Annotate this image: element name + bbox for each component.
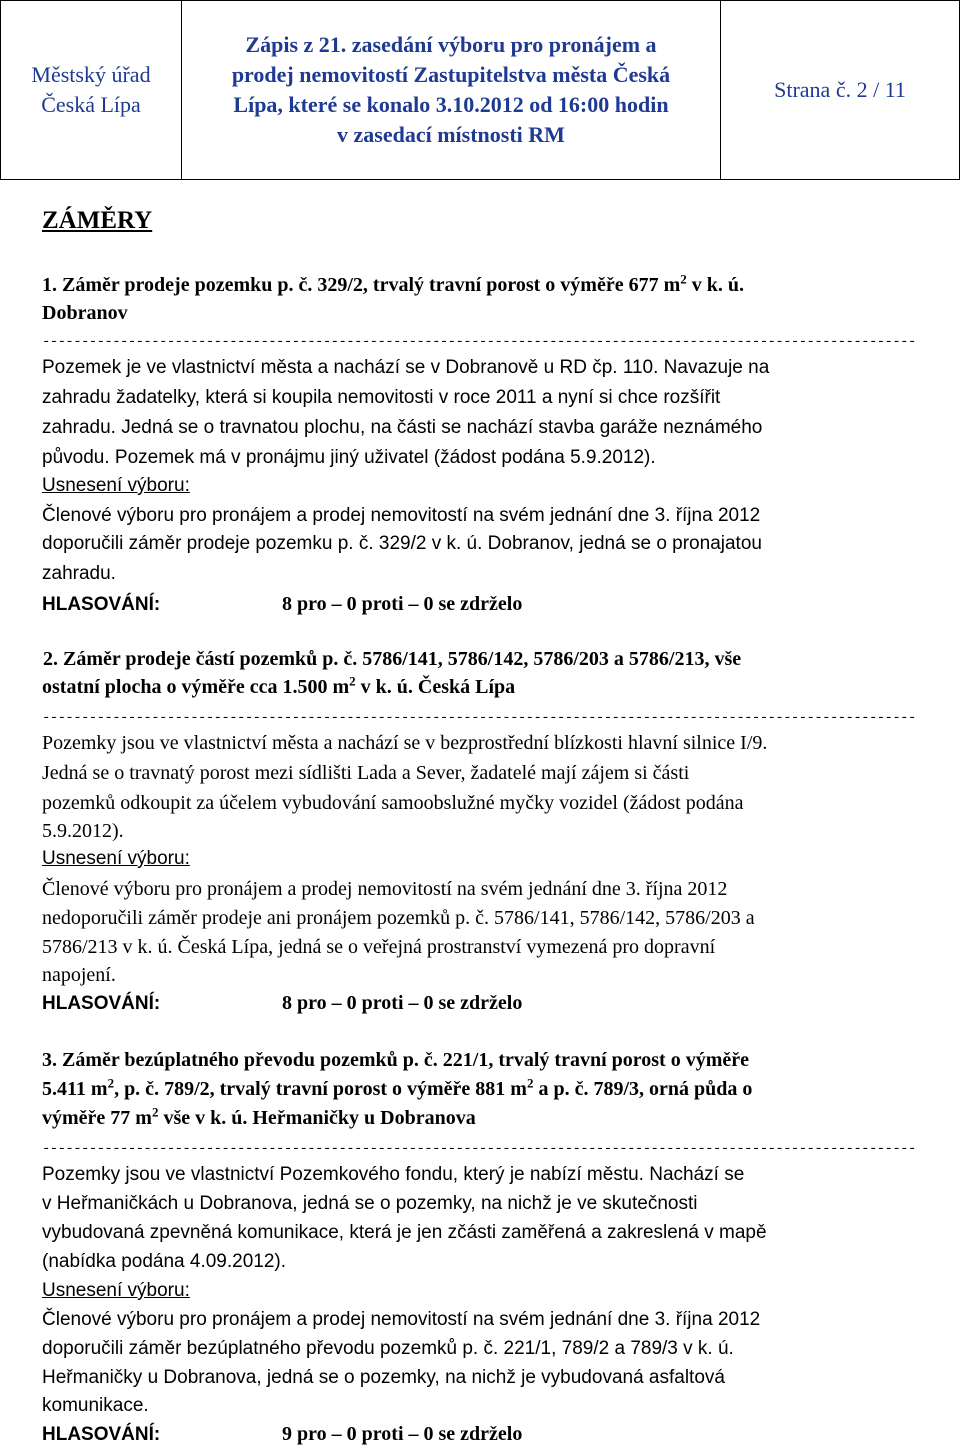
header-office xyxy=(1,1,182,179)
title-line: Lípa, které se konalo 3.10.2012 od 16:00 hodin xyxy=(233,92,669,117)
vote-label: HLASOVÁNÍ: xyxy=(42,993,161,1014)
vote-label: HLASOVÁNÍ: xyxy=(42,1424,161,1445)
text-line: pozemků odkoupit za účelem vybudování samoobslužné myčky vozidel (žádost podána xyxy=(42,792,744,814)
superscript: 2 xyxy=(151,1104,159,1120)
superscript: 2 xyxy=(349,673,356,689)
text-line: nedoporučili záměr prodeje ani pronájem pozemků p. č. 5786/141, 5786/142, 5786/203 a xyxy=(42,907,755,929)
resolution-label: Usnesení výboru: xyxy=(42,848,190,869)
heading-text: 1. Záměr prodeje pozemku p. č. 329/2, trvalý travní porost o výměře 677 m xyxy=(42,274,681,296)
text-line: zahradu. Jedná se o travnatou plochu, na části se nachází stavba garáže neznámého xyxy=(42,417,763,438)
superscript: 2 xyxy=(526,1075,534,1091)
item-heading xyxy=(42,1076,752,1102)
section-title: ZÁMĚRY xyxy=(42,207,153,234)
header-title xyxy=(182,1,721,179)
separator: ---------------------------------------------------------------------------------------------------------------- xyxy=(42,334,916,350)
office-line: Česká Lípa xyxy=(41,92,141,117)
office-line: Městský úřad xyxy=(31,62,151,87)
vote-result: 8 pro – 0 proti – 0 se zdrželo xyxy=(282,593,523,615)
separator: ---------------------------------------------------------------------------------------------------------------- xyxy=(42,1141,916,1157)
item-heading xyxy=(42,674,515,700)
text-line: doporučili záměr bezúplatného převodu pozemků p. č. 221/1, 789/2 a 789/3 v k. ú. xyxy=(42,1338,734,1359)
resolution-label: Usnesení výboru: xyxy=(42,1280,190,1301)
text-line: Heřmaničky u Dobranova, jedná se o pozemky, na nichž je vybudovaná asfaltová xyxy=(42,1367,725,1388)
text-line: 5.9.2012). xyxy=(42,820,124,842)
vote-result: 9 pro – 0 proti – 0 se zdrželo xyxy=(282,1423,523,1445)
item-heading: 3. Záměr bezúplatného převodu pozemků p. č. 221/1, trvalý travní porost o výměře xyxy=(42,1049,750,1071)
title-line: Zápis z 21. zasedání výboru pro pronájem a xyxy=(245,32,657,57)
heading-text: vše v k. ú. Heřmaničky u Dobranova xyxy=(158,1107,476,1129)
text-line: (nabídka podána 4.09.2012). xyxy=(42,1251,287,1272)
title-line: v zasedací místnosti RM xyxy=(337,122,565,147)
text-line: Pozemky jsou ve vlastnictví města a nachází se v bezprostřední blízkosti hlavní silnice I/9. xyxy=(42,732,768,754)
document-header xyxy=(0,0,960,180)
text-line: doporučili záměr prodeje pozemku p. č. 329/2 v k. ú. Dobranov, jedná se o pronajatou xyxy=(42,533,762,554)
superscript: 2 xyxy=(680,271,687,287)
page-number: Strana č. 2 / 11 xyxy=(774,77,906,102)
heading-text: v k. ú. Česká Lípa xyxy=(355,676,516,698)
heading-text: výměře 77 m xyxy=(42,1107,152,1129)
text-line: zahradu. xyxy=(42,563,116,584)
vote-label: HLASOVÁNÍ: xyxy=(42,594,161,615)
heading-text: ostatní plocha o výměře cca 1.500 m xyxy=(42,676,350,698)
text-line: komunikace. xyxy=(42,1395,149,1416)
resolution-label: Usnesení výboru: xyxy=(42,475,190,496)
heading-text: v k. ú. xyxy=(686,274,745,296)
text-line: Členové výboru pro pronájem a prodej nemovitostí na svém jednání dne 3. října 2012 xyxy=(42,878,728,900)
text-line: Jedná se o travnatý porost mezi sídlišti Lada a Sever, žadatelé mají zájem si části xyxy=(42,762,690,784)
text-line: Členové výboru pro pronájem a prodej nemovitostí na svém jednání dne 3. října 2012 xyxy=(42,1309,761,1330)
text-line: původu. Pozemek má v pronájmu jiný uživatel (žádost podána 5.9.2012). xyxy=(42,447,656,468)
item-heading: Dobranov xyxy=(42,302,128,324)
vote-row xyxy=(42,591,522,618)
separator: ---------------------------------------------------------------------------------------------------------------- xyxy=(42,710,916,726)
title-line: prodej nemovitostí Zastupitelstva města Česká xyxy=(231,62,671,87)
item-heading: 2. Záměr prodeje částí pozemků p. č. 5786/141, 5786/142, 5786/203 a 5786/213, vše xyxy=(43,648,742,670)
text-line: zahradu žadatelky, která si koupila nemovitosti v roce 2011 a nyní si chce rozšířit xyxy=(42,387,721,408)
vote-row xyxy=(42,990,522,1017)
text-line: napojení. xyxy=(42,964,116,986)
text-line: v Heřmaničkách u Dobranova, jedná se o pozemky, na nichž je ve skutečnosti xyxy=(42,1193,698,1214)
heading-text: a p. č. 789/3, orná půda o xyxy=(533,1078,753,1100)
item-heading xyxy=(42,272,744,298)
vote-result: 8 pro – 0 proti – 0 se zdrželo xyxy=(282,992,523,1014)
superscript: 2 xyxy=(107,1075,115,1091)
text-line: Členové výboru pro pronájem a prodej nemovitostí na svém jednání dne 3. října 2012 xyxy=(42,505,761,526)
heading-text: 5.411 m xyxy=(42,1078,108,1100)
text-line: Pozemky jsou ve vlastnictví Pozemkového fondu, který je nabízí městu. Nachází se xyxy=(42,1164,745,1185)
text-line: 5786/213 v k. ú. Česká Lípa, jedná se o veřejná prostranství vymezená pro dopravní xyxy=(42,936,716,958)
vote-row xyxy=(42,1421,522,1448)
heading-text: , p. č. 789/2, trvalý travní porost o výměře 881 m xyxy=(114,1078,527,1100)
text-line: vybudovaná zpevněná komunikace, která je jen zčásti zaměřená a zakreslená v mapě xyxy=(42,1222,767,1243)
text-line: Pozemek je ve vlastnictví města a nachází se v Dobranově u RD čp. 110. Navazuje na xyxy=(42,357,770,378)
item-heading xyxy=(42,1105,476,1131)
